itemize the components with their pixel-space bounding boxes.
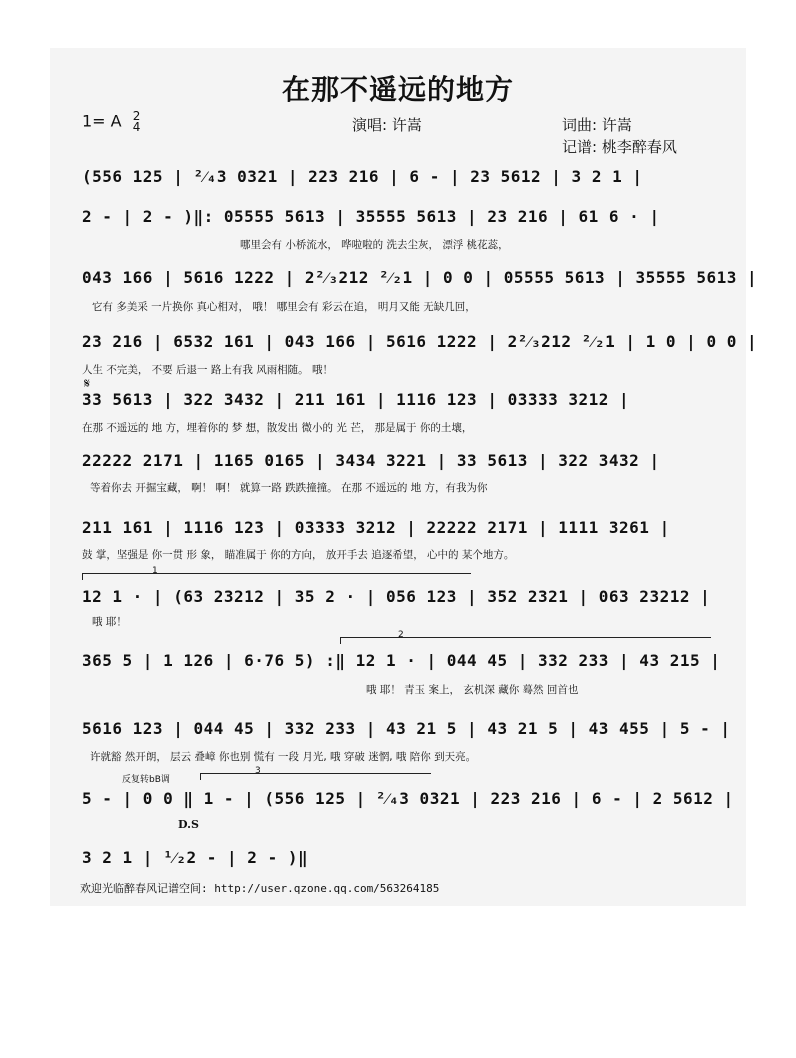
key-label: 1= A (82, 111, 122, 131)
score-row-3: 043 166 | 5616 1222 | 2²⁄₃212 ²⁄₂1 | 0 0 | 05555 5613 | 35555 5613 | (82, 268, 758, 287)
lyric-row-5: 在那 不遥远的 地 方，埋着你的 梦 想，散发出 微小的 光 芒， 那是属于 你的土壤， (82, 422, 473, 434)
time-signature (133, 111, 141, 133)
volta-number-1: 1 (152, 566, 158, 576)
lyric-row-3: 它有 多美采 一片换你 真心相对， 哦！ 哪里会有 彩云在追， 明月又能 无缺几回， (92, 301, 476, 313)
volta-bracket-2 (340, 637, 711, 644)
volta-number-2: 2 (398, 630, 404, 640)
score-row-8: 12 1 · | (63 23212 | 35 2 · | 056 123 | 352 2321 | 063 23212 | (82, 587, 711, 606)
score-row-2: 2 - | 2 - )‖: 05555 5613 | 35555 5613 | 23 216 | 61 6 · | (82, 207, 660, 226)
song-title: 在那不遥远的地方 (281, 73, 514, 106)
footer-link[interactable]: 欢迎光临醉春风记谱空间: http://user.qzone.qq.com/563264185 (80, 882, 440, 895)
time-signature-top: 2 (132, 109, 141, 123)
key-signature (82, 111, 140, 133)
segno-mark: 𝄋 (84, 376, 91, 392)
singer: 演唱: 许嵩 (352, 116, 422, 134)
lyric-row-7: 鼓 掌，坚强是 你一贯 形 象， 瞄准属于 你的方向， 放开手去 追逐希望， 心中的 某个地方。 (82, 549, 515, 561)
transcriber: 记谱: 桃李醉春风 (562, 138, 677, 156)
lyric-row-9: 哦 耶！ 青玉 案上， 玄机深 藏你 蓦然 回首也 (366, 684, 579, 696)
composer: 词曲: 许嵩 (562, 116, 632, 134)
score-row-6: 22222 2171 | 1165 0165 | 3434 3221 | 33 5613 | 322 3432 | (82, 451, 660, 470)
score-row-4: 23 216 | 6532 161 | 043 166 | 5616 1222 | 2²⁄₃212 ²⁄₂1 | 1 0 | 0 0 | (82, 332, 758, 351)
score-row-10: 5616 123 | 044 45 | 332 233 | 43 21 5 | 43 21 5 | 43 455 | 5 - | (82, 719, 731, 738)
score-row-12: 3 2 1 | ¹⁄₂2 - | 2 - )‖ (82, 848, 309, 867)
lyric-row-6: 等着你去 开掘宝藏， 啊！ 啊！ 就算一路 跌跌撞撞。 在那 不遥远的 地 方，有我为你 (90, 482, 488, 494)
score-row-1: (556 125 | ²⁄₄3 0321 | 223 216 | 6 - | 23 5612 | 3 2 1 | (82, 167, 643, 186)
score-row-5: 33 5613 | 322 3432 | 211 161 | 1116 123 | 03333 3212 | (82, 390, 630, 409)
volta-bracket-1 (82, 573, 471, 580)
time-signature-bottom: 4 (132, 120, 141, 134)
score-row-9: 365 5 | 1 126 | 6·76 5) :‖ 12 1 · | 044 45 | 332 233 | 43 215 | (82, 651, 721, 670)
lyric-row-2: 哪里会有 小桥流水， 哗啦啦的 洗去尘灰， 漂浮 桃花蕊， (240, 239, 509, 251)
ds-mark: D.S (178, 818, 199, 831)
lyric-row-10: 许就豁 然开朗， 层云 叠嶂 你也别 慌有 一段 月光, 哦 穿破 迷惘, 哦 陪你 到天亮。 (90, 751, 477, 763)
score-row-11: 5 - | 0 0 ‖ 1 - | (556 125 | ²⁄₄3 0321 | 223 216 | 6 - | 2 5612 | (82, 789, 734, 808)
volta-bracket-3 (200, 773, 431, 780)
lyric-row-8: 哦 耶！ (92, 616, 127, 628)
repeat-note: 反复转bB调 (122, 775, 170, 785)
volta-number-3: 3 (255, 766, 261, 776)
score-row-7: 211 161 | 1116 123 | 03333 3212 | 22222 2171 | 1111 3261 | (82, 518, 670, 537)
lyric-row-4: 人生 不完美， 不要 后退一 路上有我 风雨相随。 哦！ (82, 364, 334, 376)
